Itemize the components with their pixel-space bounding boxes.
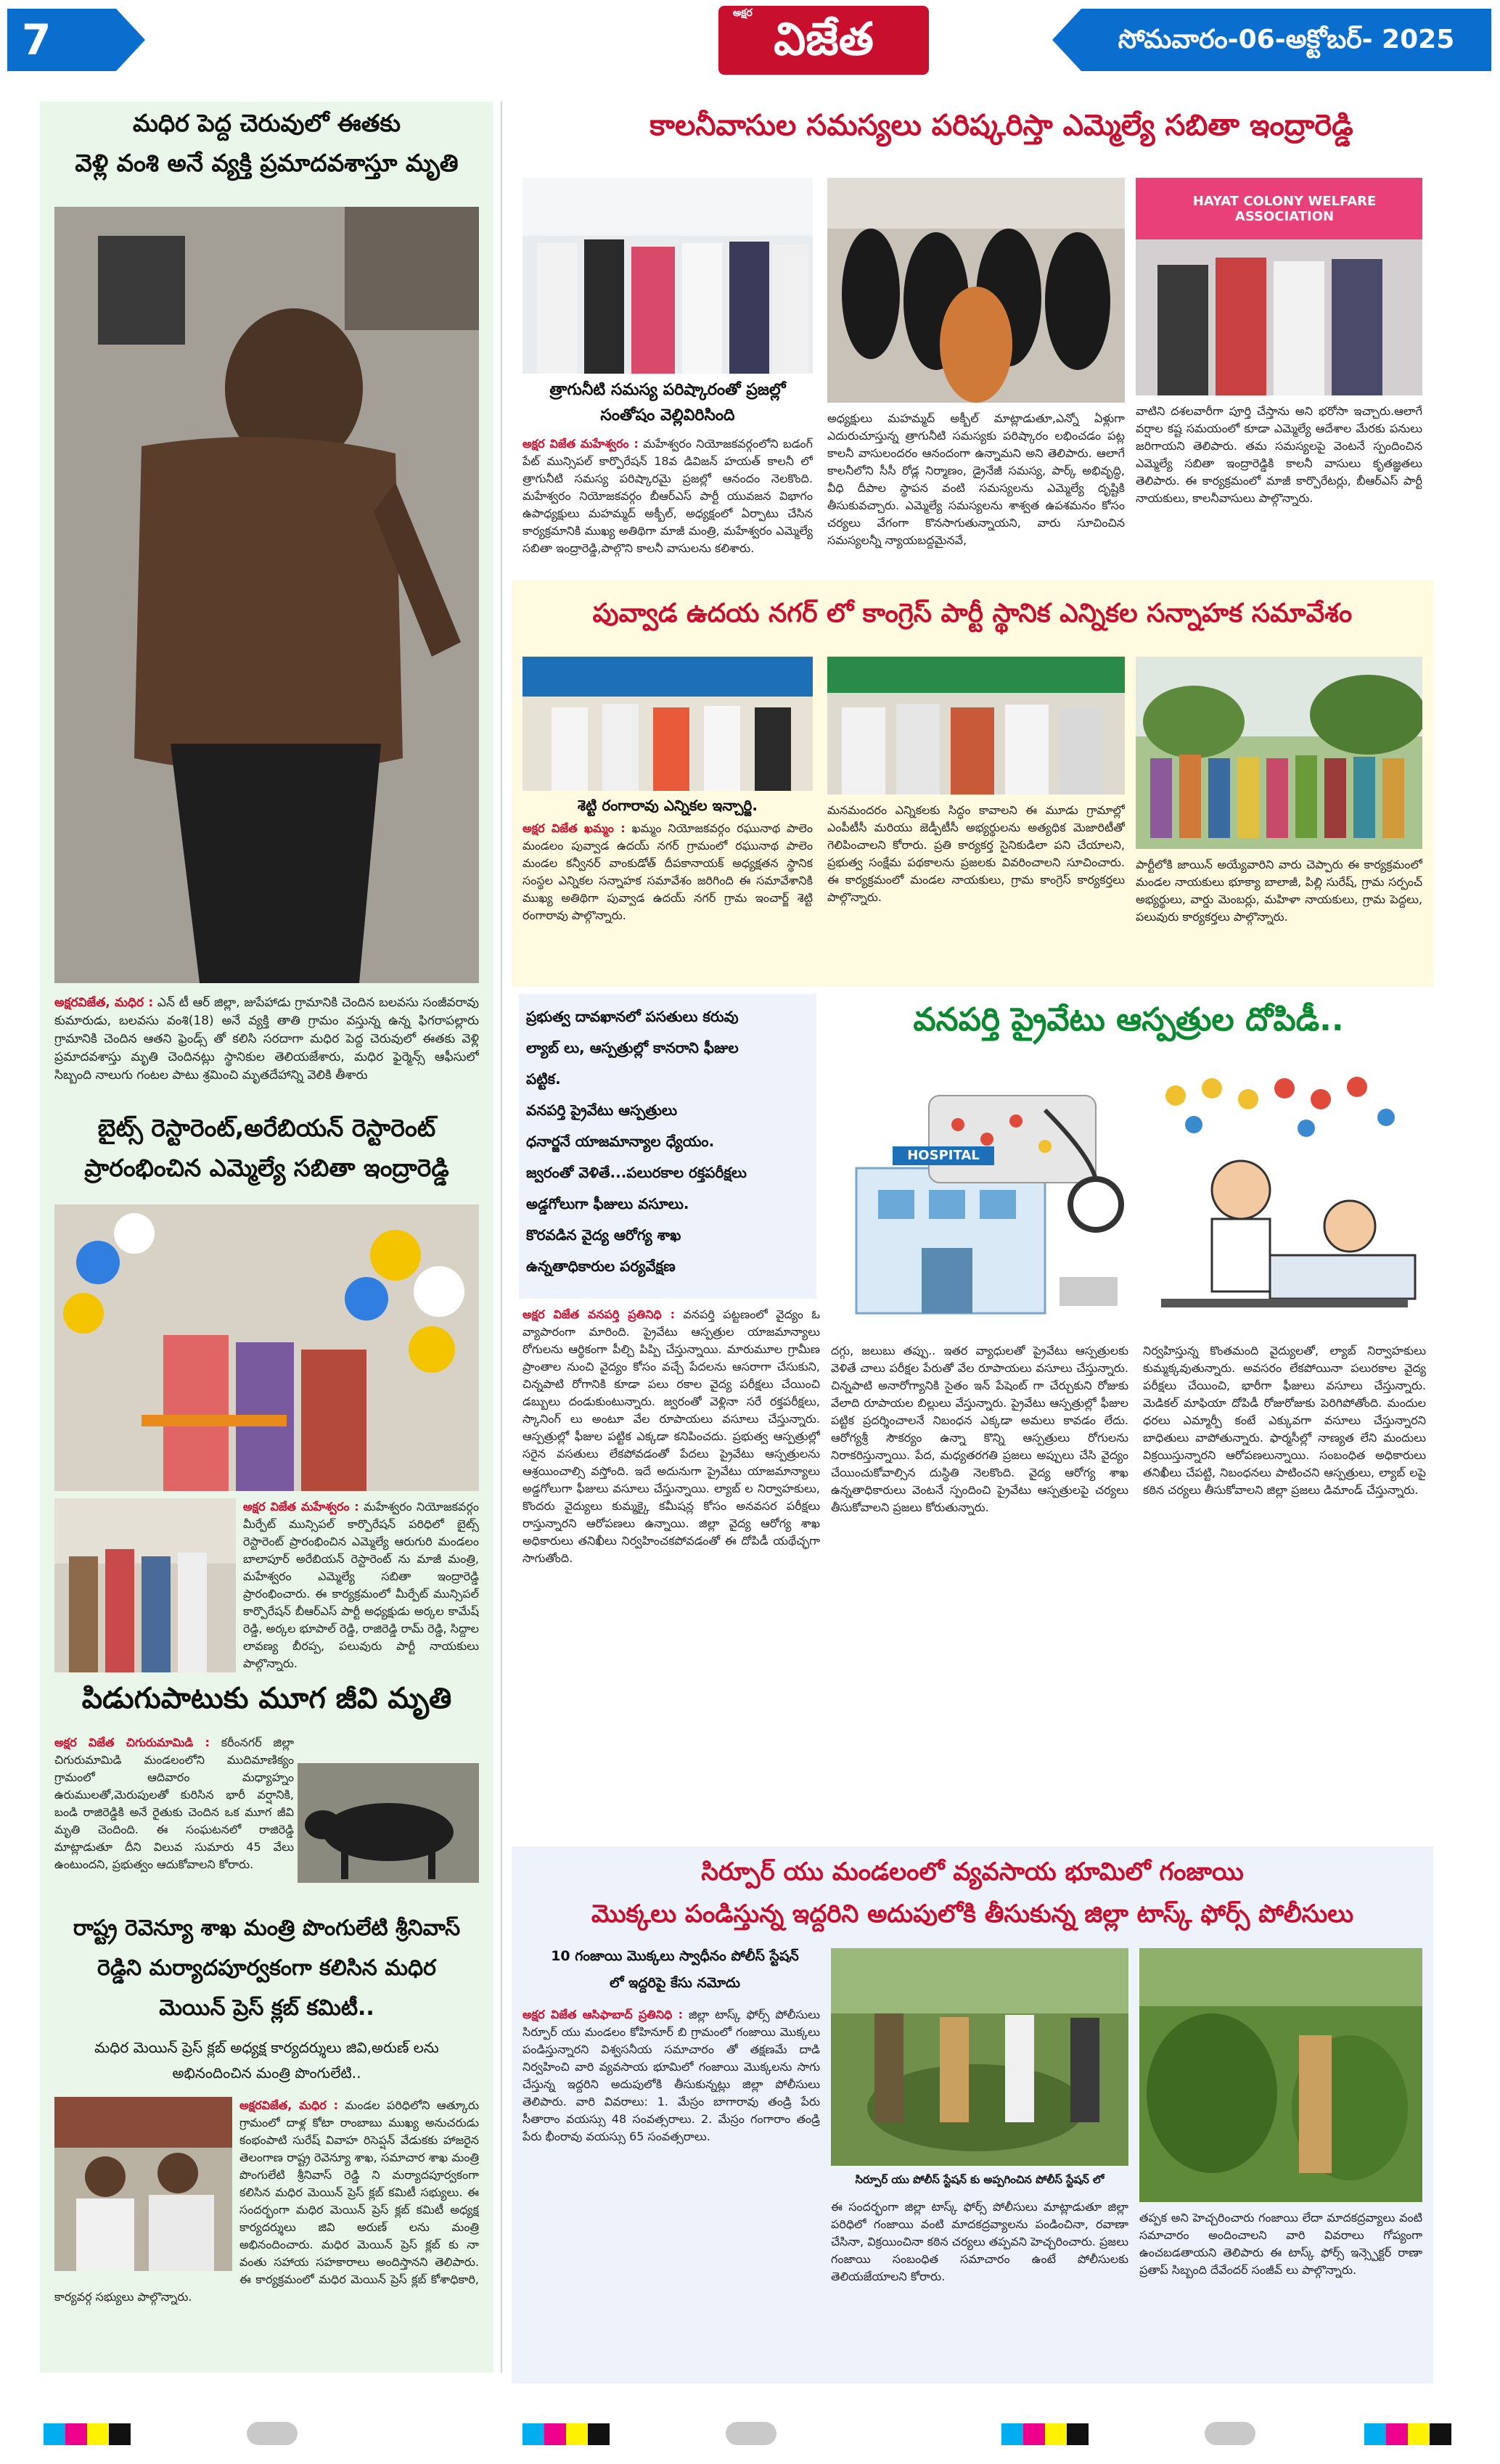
page-number: 7 bbox=[7, 9, 116, 71]
registration-pill-3 bbox=[1205, 2422, 1255, 2445]
right-story2-caption: శెట్టి రంగారావు ఎన్నికల ఇన్చార్జి. bbox=[577, 797, 758, 814]
mla-with-officials-photo bbox=[522, 178, 813, 374]
right-story3-body-col2 bbox=[831, 1342, 1128, 1836]
right-story4-subtitle-line2: లో ఇద్దరిపై కేసు నమోదు bbox=[609, 1975, 741, 1991]
hospital-sign: HOSPITAL bbox=[907, 1148, 980, 1163]
left-story1-dateline: అక్షరవిజేత, మధిర : bbox=[54, 995, 154, 1010]
villagers-crowd-photo bbox=[1136, 657, 1422, 849]
registration-pill-2 bbox=[726, 2422, 776, 2445]
women-gathering-photo bbox=[827, 178, 1125, 403]
deck-line: ఉన్నతాధికారుల పర్యవేక్షణ bbox=[526, 1257, 676, 1275]
right-story3-body-col1 bbox=[522, 1306, 820, 1836]
dead-cattle-photo bbox=[298, 1763, 479, 1883]
right-story4-title-line2: మొక్కలు పండిస్తున్న ఇద్దరిని అదుపులోకి తీసుకున్న జిల్లా టాస్క్ ఫోర్స్ పోలీసులు bbox=[591, 1900, 1354, 1929]
right-story2-text3: పార్టీలోకి జాయిన్ అయ్యేవారిని వారు చెప్పారు ఈ కార్యక్రమంలో మండల నాయకులు భూక్యా బాలాజీ, పిల్లి సురేష్, గ్రామ సర్పంచ్ అభ్యర్థులు, వార్డు మెంబర్లు, మహిళా నాయకులు, గ్రామ పెద్దలు, పలువురు కార్యకర్తలు పాల్గొన్నారు. bbox=[1136, 858, 1422, 924]
right-story1-text2: అధ్యక్షులు మహమ్మద్ అక్బీల్ మాట్లాడుతూ,ఎన్నో ఏళ్లుగా ఎదురుచూస్తున్న త్రాగునీటి సమస్యకు పరిష్కారం లభించడం పట్ల కాలనీ వాసులందరం ఆనందంగా ఉన్నామని అని తెలిపారు. ఆలాగే కాలనీలోని సీసీ రోడ్ల నిర్మాణం, డ్రైనేజీ సమస్య, పార్క్ అభివృద్ధి, వీధి దీపాల స్థాపన వంటి సమస్యలను ఎమ్మెల్యే దృష్టికి తీసుకువచ్చారు. ఎమ్మెల్యే సమస్యలను శాశ్వత ఉపశమనం కోసం చర్యలు వేగంగా కొనసాగుతున్నాయని, వారు సూచించిన సమస్యలన్నీ న్యాయబద్దమైనవే, bbox=[827, 411, 1125, 547]
right-story2-title: పువ్వాడ ఉదయ నగర్ లో కాంగ్రెస్ పార్టీ స్థానిక ఎన్నికల సన్నాహక సమావేశం bbox=[592, 599, 1353, 628]
left-story3-title: పిడుగుపాటుకు మూగ జీవి మృతి bbox=[81, 1682, 452, 1715]
right-story2-text1: ఖమ్మం నియోజకవర్గం రఘునాథ పాలెం మండలం పువ్వాడ ఉదయ్ నగర్ గ్రామంలో రఘునాథ పాలెం మండల కన్వీనర్ వాంకుడోత్ దీపకానాయక్ అధ్యక్షతన స్థానిక సంస్థల ఎన్నికల సన్నాహక సమావేశం జరిగింది ఈ సమావేశానికి ముఖ్య అతిథిగా పువ్వాడ ఉదయ్ నగర్ గ్రామ ఇంచార్జ్ శెట్టి రంగారావు పాల్గొన్నారు. bbox=[522, 821, 813, 922]
right-story3-headline: వనపర్తి ప్రైవేటు ఆస్పత్రుల దోపిడీ.. bbox=[913, 1001, 1344, 1038]
left-story4-title-line1: రాష్ట్ర రెవెన్యూ శాఖ మంత్రి పొంగులేటి శ్రీనివాస్ bbox=[73, 1915, 461, 1941]
hospital-illustration bbox=[827, 1067, 1132, 1328]
welfare-banner-text: HAYAT COLONY WELFARE ASSOCIATION bbox=[1192, 194, 1377, 224]
left-story4-dateline: అక్షరవిజేత, మధిర : bbox=[239, 2098, 339, 2112]
restaurant-group-photo bbox=[54, 1498, 236, 1672]
right-story3-text3: నిర్వహిస్తున్న కొంతమంది వైద్యులతో, ల్యాబ్ నిర్వాహకులు కుమ్మక్కవుతున్నారు. అవసరం లేకపోయినా పలురకాల వైద్య పరీక్షలు చేయించి, భారీగా ఫీజులు వసూలు చేస్తున్నారు. మెడికల్ మాఫియా దోపిడీ రోజురోజుకు పెరిగిపోతోంది. మందుల ధరలు ఎమ్మార్పీ కంటే ఎక్కువగా వసూలు చేస్తున్నారని బాధితులు వాపోతున్నారు. ఫార్మసీల్లో నాణ్యత లేని మందులు విక్రయిస్తున్నారని ఆరోపణలున్నాయి. సంబంధిత అధికారులు తనిఖీలు చేపట్టి, నిబంధనలు పాటించని ఆస్పత్రులు, ల్యాబ్ లపై కఠిన చర్యలు తీసుకోవాలని జిల్లా ప్రజలు డిమాండ్ చేస్తున్నారు. bbox=[1143, 1344, 1426, 1497]
right-story1-text1: మహేశ్వరం నియోజకవర్గంలోని బడంగ్ పేట్ మున్సిపల్ కార్పొరేషన్ 18వ డివిజన్ హయత్ కాలనీ లో త్రాగునీటి సమస్య పరిష్కారమై ప్రజల్లో ఆనందం నెలకొంది. మహేశ్వరం నియోజకవర్గం బీఆర్ఎస్ పార్టీ యువజన విభాగం ఉపాధ్యక్షులు మహమ్మద్ అక్బీల్, అధ్యక్షంలో ఏర్పాటు చేసిన కార్యక్రమానికి ముఖ్య అతిథిగా మాజీ మంత్రి, మహేశ్వరం ఎమ్మెల్యే సబితా ఇంద్రారెడ్డి,పాల్గొని కాలనీ వాసులను కలిశారు. bbox=[522, 437, 813, 555]
left-story4-title-line3: మెయిన్ ప్రెస్ క్లబ్ కమిటీ.. bbox=[159, 1995, 374, 2021]
right-story4-text2: ఈ సందర్భంగా జిల్లా టాస్క్ ఫోర్స్ పోలీసులు మాట్లాడుతూ జిల్లా పరిధిలో గంజాయి వంటి మాదకద్రవ్యాలను పండించినా, రవాణా చేసినా, విక్రయించినా కఠిన చర్యలు తప్పవని హెచ్చరించారు. ప్రజలు గంజాయి సంబంధిత సమాచారం ఉంటే పోలీసులకు తెలియజేయాలని కోరారు. bbox=[831, 2200, 1128, 2283]
right-story2-body-col1 bbox=[522, 820, 813, 980]
welfare-association-photo bbox=[1136, 178, 1422, 395]
left-story4-text: మండల పరిధిలోని ఆత్కూరు గ్రామంలో దాళ్ల కోటా రాంబాబు ముఖ్య అనుచరుడు కంభంపాటి సురేష్ వివాహ రిసెప్షన్ వేడుకకు హాజరైన తెలంగాణ రాష్ట్ర రెవెన్యూ శాఖ, సమాచార శాఖ మంత్రి పొంగులేటి శ్రీనివాస్ రెడ్డి ని మర్యాదపూర్వకంగా కలిసిన మధిర మెయిన్ ప్రెస్ క్లబ్ కమిటీ సభ్యులు. ఈ సందర్భంగా మధిర మెయిన్ ప్రెస్ క్లబ్ కమిటీ అధ్యక్ష కార్యదర్శులు జివి అరుణ్ లను మంత్రి అభినందించారు. మధిర మెయిన్ ప్రెస్ క్లబ్ కు నా వంతు సహాయ సహకారాలు అందిస్తానని తెలిపారు. ఈ కార్యక్రమంలో మధిర మెయిన్ ప్రెస్ క్లబ్ కోశాధికారి, కార్యవర్గ సభ్యులు పాల్గొన్నారు. bbox=[54, 2098, 479, 2304]
right-story2-dateline: అక్షర విజేత ఖమ్మం : bbox=[522, 821, 626, 835]
right-story4-title-line1: సిర్పూర్ యు మండలంలో వ్యవసాయ భూమిలో గంజాయి bbox=[701, 1857, 1244, 1886]
drowning-victim-photo bbox=[54, 207, 479, 983]
issue-date: సోమవారం-06-అక్టోబర్- 2025 bbox=[1081, 9, 1491, 71]
ganja-plants-photo bbox=[1139, 1948, 1422, 2202]
left-story1-title-line2: వెళ్లి వంశి అనే వ్యక్తి ప్రమాదవశాస్తూ మృతి bbox=[75, 149, 459, 177]
right-story4-body-col2 bbox=[831, 2198, 1128, 2376]
deck-line: వనపర్తి ప్రైవేటు ఆస్పత్రులు bbox=[526, 1101, 677, 1119]
deck-line: జ్వరంతో వెళితే...పలురకాల రక్తపరీక్షలు bbox=[526, 1164, 747, 1181]
left-story2-body bbox=[243, 1498, 479, 1672]
right-story4-dateline: అక్షర విజేత ఆసిఫాబాద్ ప్రతినిధి : bbox=[522, 2008, 684, 2021]
registration-marks-2 bbox=[522, 2423, 631, 2445]
left-story3-dateline: అక్షర విజేత చిగురుమామిడి : bbox=[54, 1736, 210, 1749]
left-story1-text: ఎన్ టీ ఆర్ జిల్లా, జుపేహాడు గ్రామానికి చెందిన బలవసు సంజీవరావు కుమారుడు, బలవసు వంశి(18) అనే వ్యక్తి తాతి గ్రామం వస్తున్న ఉన్న ఫిగరాపల్లారు గ్రామానికి చెందిన ఆతని ఫ్రెండ్స్ తో కలిసి సరదాగా మధిర పెద్ద చెరువులో ఈతకు వెళ్లి ప్రమాదవశాస్తు మృతి చెందినట్లు స్థానికుల తెలియజేశారు, మధిర ఫైర్మెన్స్ ఆఫీసులో సిబ్బంది నాలుగు గంటల పాటు శ్రమించి మృతదేహాన్ని వెలికి తీశారు bbox=[54, 995, 479, 1083]
left-story3-text: కరీంనగర్ జిల్లా చిగురుమామిడి మండలంలోని ముదిమాణిక్యం గ్రామంలో ఆదివారం మధ్యాహ్నం ఉరుములతో,మెరుపులతో కురిసిన భారీ వర్షానికి, బండి రాజిరెడ్డికి అనే రైతుకు చెందిన ఒక మూగ జీవి మృతి చెందింది. ఈ సంఘటనలో రాజిరెడ్డి మాట్లాడుతూ దీని విలువ సుమారు 45 వేలు ఉంటుందని, ప్రభుత్వం ఆదుకోవాలని కోరారు. bbox=[54, 1736, 294, 1871]
deck-line: అడ్డగోలుగా ఫీజులు వసూలు. bbox=[526, 1195, 689, 1212]
right-story1-body-col3 bbox=[1136, 403, 1422, 566]
patient-cartoon-illustration bbox=[1147, 1067, 1422, 1335]
left-story4-title-line2: రెడ్డిని మర్యాదపూర్వకంగా కలిసిన మధిర bbox=[97, 1955, 436, 1981]
right-story1-caption-line2: సంతోషం వెల్లివిరిసింది bbox=[600, 406, 735, 424]
right-story4-body-col1 bbox=[522, 2006, 820, 2376]
deck-line: ల్యాబ్ లు, ఆస్పత్రుల్లో కానరాని ఫీజుల bbox=[526, 1039, 739, 1056]
right-story3-deck bbox=[526, 1001, 813, 1282]
right-story2-body-col3 bbox=[1136, 856, 1422, 980]
right-story4-text3: తప్పక అని హెచ్చరించారు గంజాయి లేదా మాదకద్రవ్యాలు వంటి సమాచారం అందించాలని వారి వివరాలు గోప్యంగా ఉంచబడతాయని తెలిపారు ఈ టాస్క్ ఫోర్స్ ఇన్స్పెక్టర్ రాణా ప్రతాప్ సిబ్బంది దేవేందర్ సంజీవ్ లు పాల్గొన్నారు. bbox=[1139, 2211, 1422, 2277]
right-story1-caption-line1: త్రాగునీటి సమస్య పరిష్కారంతో ప్రజల్లో bbox=[549, 381, 786, 399]
right-story1-dateline: అక్షర విజేత మహేశ్వరం : bbox=[522, 437, 639, 451]
right-story1-text3: వాటిని దశలవారీగా పూర్తి చేస్తాను అని భరోసా ఇచ్చారు.ఆలాగే వర్షాల కష్ట సమయంలో కూడా ఎమ్మెల్యే ఆదేశాల మేరకు పనులు జరిగాయని తెలిపారు. తమ సమస్యలపై వెంటనే స్పందించిన ఎమ్మెల్యే సబితా ఇంద్రారెడ్డికి కాలనీ వాసులు కృతజ్ఞతలు తెలిపారు. ఈ కార్యక్రమంలో మాజీ కార్పొరేటర్లు, బీఆర్ఎస్ పార్టీ నాయకులు, కాలనీవాసులు పాల్గొన్నారు. bbox=[1136, 404, 1422, 505]
right-story2-text2: మనమందరం ఎన్నికలకు సిద్ధం కావాలని ఈ మూడు గ్రామాల్లో ఎంపీటీసీ మరియు జెడ్పీటీసీ అభ్యర్థులను అత్యధిక మెజారిటీతో గెలిపించాలని కోరారు. ప్రతి కార్యకర్త సైనికుడిలా పని చేయాలని, ప్రభుత్వ సంక్షేమ పథకాలను ప్రజలకు వివరించాలని సూచించారు. ఈ కార్యక్రమంలో మండల నాయకులు, గ్రామ కాంగ్రెస్ కార్యకర్తలు పాల్గొన్నారు. bbox=[827, 803, 1125, 904]
right-story2-body-col2 bbox=[827, 802, 1125, 980]
registration-marks-1 bbox=[44, 2423, 152, 2445]
right-story3-text2: దగ్గు, జలుబు తప్పు.. ఇతర వ్యాధులతో ప్రైవేటు ఆస్పత్రులకు వెళితే చాలు పరీక్షల పేరుతో వేల రూపాయలు వసూలు చేస్తున్నారు. చిన్నపాటి అనారోగ్యానికి సైతం ఇన్ పేషెంట్ గా చేర్చుకుని రోజుకు వేలాది రూపాయల బిల్లులు వేస్తున్నారు. ప్రైవేటు ఆస్పత్రుల్లో ఫీజుల పట్టిక ప్రదర్శించాలనే నిబంధన ఎక్కడా అమలు కావడం లేదు. ఆరోగ్యశ్రీ సౌకర్యం ఉన్నా కొన్ని ఆస్పత్రులు రోగులను నిరాకరిస్తున్నాయి. పేద, మధ్యతరగతి ప్రజలు అప్పులు చేసి వైద్యం చేయించుకోవాల్సిన దుస్థితి నెలకొంది. వైద్య ఆరోగ్య శాఖ ఉన్నతాధికారులు వెంటనే స్పందించి ప్రైవేటు ఆస్పత్రులపై చర్యలు తీసుకోవాలని ప్రజలు కోరుతున్నారు. bbox=[831, 1344, 1128, 1514]
right-story3-dateline: అక్షర విజేత వనపర్తి ప్రతినిధి : bbox=[522, 1307, 676, 1321]
registration-marks-3 bbox=[1001, 2423, 1110, 2445]
registration-marks-4 bbox=[1364, 2423, 1473, 2445]
deck-line: ధనార్జనే యాజమాన్యాల ధ్యేయం. bbox=[526, 1133, 715, 1150]
right-story3-text1: వనపర్తి పట్టణంలో వైద్యం ఓ వ్యాపారంగా మారింది. ప్రైవేటు ఆస్పత్రుల యాజమాన్యాలు రోగులను ఆర్థికంగా పీల్చి పిప్పి చేస్తున్నాయి. మారుమూల గ్రామీణ ప్రాంతాల నుంచి వైద్యం కోసం వచ్చే పేదలను ఆసరాగా చేసుకుని, చిన్నపాటి రోగానికి కూడా పలు రకాల వైద్య పరీక్షలు చేయించి డబ్బులు దండుకుంటున్నారు. జ్వరంతో వెళ్లినా సరే రక్తపరీక్షలు, స్కానింగ్ లు అంటూ వేల రూపాయలు వసూలు చేస్తున్నారు. ఆస్పత్రుల్లో ఫీజుల పట్టిక ఎక్కడా కనిపించదు. ప్రభుత్వ ఆస్పత్రుల్లో సరైన వసతులు లేకపోవడంతో పేదలు ప్రైవేటు ఆస్పత్రులను ఆశ్రయించాల్సి వస్తోంది. ఇదే అదునుగా ప్రైవేటు యాజమాన్యాలు అడ్డగోలుగా ఫీజులు వసూలు చేస్తున్నాయి. ల్యాబ్ ల నిర్వాహకులు, కొందరు వైద్యులు కుమ్మక్కై కమీషన్ల కోసం అనవసర పరీక్షలు రాస్తున్నారని ఆరోపణలు ఉన్నాయి. జిల్లా వైద్య ఆరోగ్య శాఖ అధికారులు తనిఖీలు నిర్వహించకపోవడంతో ఈ దోపిడీ యథేచ్ఛగా సాగుతోంది. bbox=[522, 1307, 820, 1565]
party-meeting-photo bbox=[827, 657, 1125, 794]
left-story2-title-line1: బైట్స్ రెస్టారెంట్,అరేబియన్ రెస్టారెంట్ bbox=[97, 1114, 436, 1142]
column-divider bbox=[501, 102, 502, 2373]
left-story3-body bbox=[54, 1734, 294, 1901]
left-story1-title-line1: మధిర పెద్ద చెరువులో ఈతకు bbox=[132, 109, 401, 137]
deck-line: పట్టిక. bbox=[526, 1070, 561, 1088]
masthead-logo: విజేత bbox=[774, 12, 874, 65]
deck-line: కొరవడిన వైద్య ఆరోగ్య శాఖ bbox=[526, 1226, 681, 1244]
right-story4-body-col3 bbox=[1139, 2209, 1422, 2376]
left-story1-body bbox=[54, 994, 479, 1103]
masthead-tagline: అక్షర bbox=[733, 7, 753, 19]
right-story1-title: కాలనీవాసుల సమస్యలు పరిష్కరిస్తా ఎమ్మెల్యే సబితా ఇంద్రారెడ్డి bbox=[649, 109, 1353, 142]
left-story4-body bbox=[54, 2097, 479, 2358]
right-story4-text1: జిల్లా టాస్క్ ఫోర్స్ పోలీసులు సిర్పూర్ యు మండలం కోహినూర్ బి గ్రామంలో గంజాయి మొక్కలు పండిస్తున్నారని విశ్వసనీయ సమాచారం తో తక్షణమే దాడి నిర్వహించి వారి వ్యవసాయ భూమిలో గంజాయి మొక్కలను సాగు చేస్తున్న ఇద్దరిని అదుపులోకి తీసుకున్నట్లు జిల్లా పోలీసులు తెలిపారు. వారి వివరాలు: 1. మేస్రం బాగారావు తండ్రి పేరు సీతారాం వయస్సు 48 సంవత్సరాలు. 2. మేస్రం గంగారాం తండ్రి పేరు భీంరావు వయస్సు 65 సంవత్సరాలు. bbox=[522, 2008, 820, 2143]
deck-line: ప్రభుత్వ దావఖానలో పసతులు కరువు bbox=[526, 1008, 739, 1025]
restaurant-opening-photo bbox=[54, 1204, 479, 1491]
right-story4-subtitle-line1: 10 గంజాయి మొక్కలు స్వాధీనం పోలీస్ స్టేషన్ bbox=[551, 1948, 799, 1964]
ganja-field-police-photo bbox=[831, 1948, 1128, 2166]
right-story1-body-col2 bbox=[827, 410, 1125, 566]
left-story2-dateline: అక్షర విజేత మహేశ్వరం : bbox=[243, 1500, 359, 1514]
left-story2-text: మహేశ్వరం నియోజకవర్గం మీర్పేట్ మున్సిపల్ కార్పొరేషన్ పరిధిలో బైట్స్ రెస్టారెంట్ ప్రారంభించిన ఎమ్మెల్యే ఆరుగురి మండలం బాలాపూర్ అరేబియన్ రెస్టారెంట్ ను మాజీ మంత్రి, మహేశ్వరం ఎమ్మెల్యే సబితా ఇంద్రారెడ్డి ప్రారంభించారు. ఈ కార్యక్రమంలో మీర్పేట్ మున్సిపల్ కార్పొరేషన్ బీఆర్ఎస్ పార్టీ అధ్యక్షుడు అర్కల కామేష్ రెడ్డి, అర్కల భూపాల్ రెడ్డి, రాజిరెడ్డి రామ్ రెడ్డి, సిద్దాల లావణ్య బీరప్ప, పలువురు పార్టీ నాయకులు పాల్గొన్నారు. bbox=[243, 1500, 479, 1670]
left-story4-subtitle-line1: మధిర మెయిన్ ప్రెస్ క్లబ్ అధ్యక్ష కార్యదర్శులు జివి,అరుణ్ లను bbox=[94, 2039, 439, 2056]
party-felicitation-photo bbox=[522, 657, 813, 791]
right-story1-body-col1 bbox=[522, 435, 813, 566]
left-story2-title-line2: ప్రారంభించిన ఎమ్మెల్యే సబితా ఇంద్రారెడ్డి bbox=[84, 1154, 449, 1182]
registration-pill-1 bbox=[247, 2422, 298, 2445]
right-story3-body-col3 bbox=[1143, 1342, 1426, 1836]
left-story4-subtitle-line2: అభినందించిన మంత్రి పొంగులేటి.. bbox=[172, 2064, 361, 2082]
right-story4-caption: సిర్పూర్ యు పోలీస్ స్టేషన్ కు అప్పగించిన పోలీస్ స్టేషన్ లో bbox=[855, 2173, 1104, 2186]
